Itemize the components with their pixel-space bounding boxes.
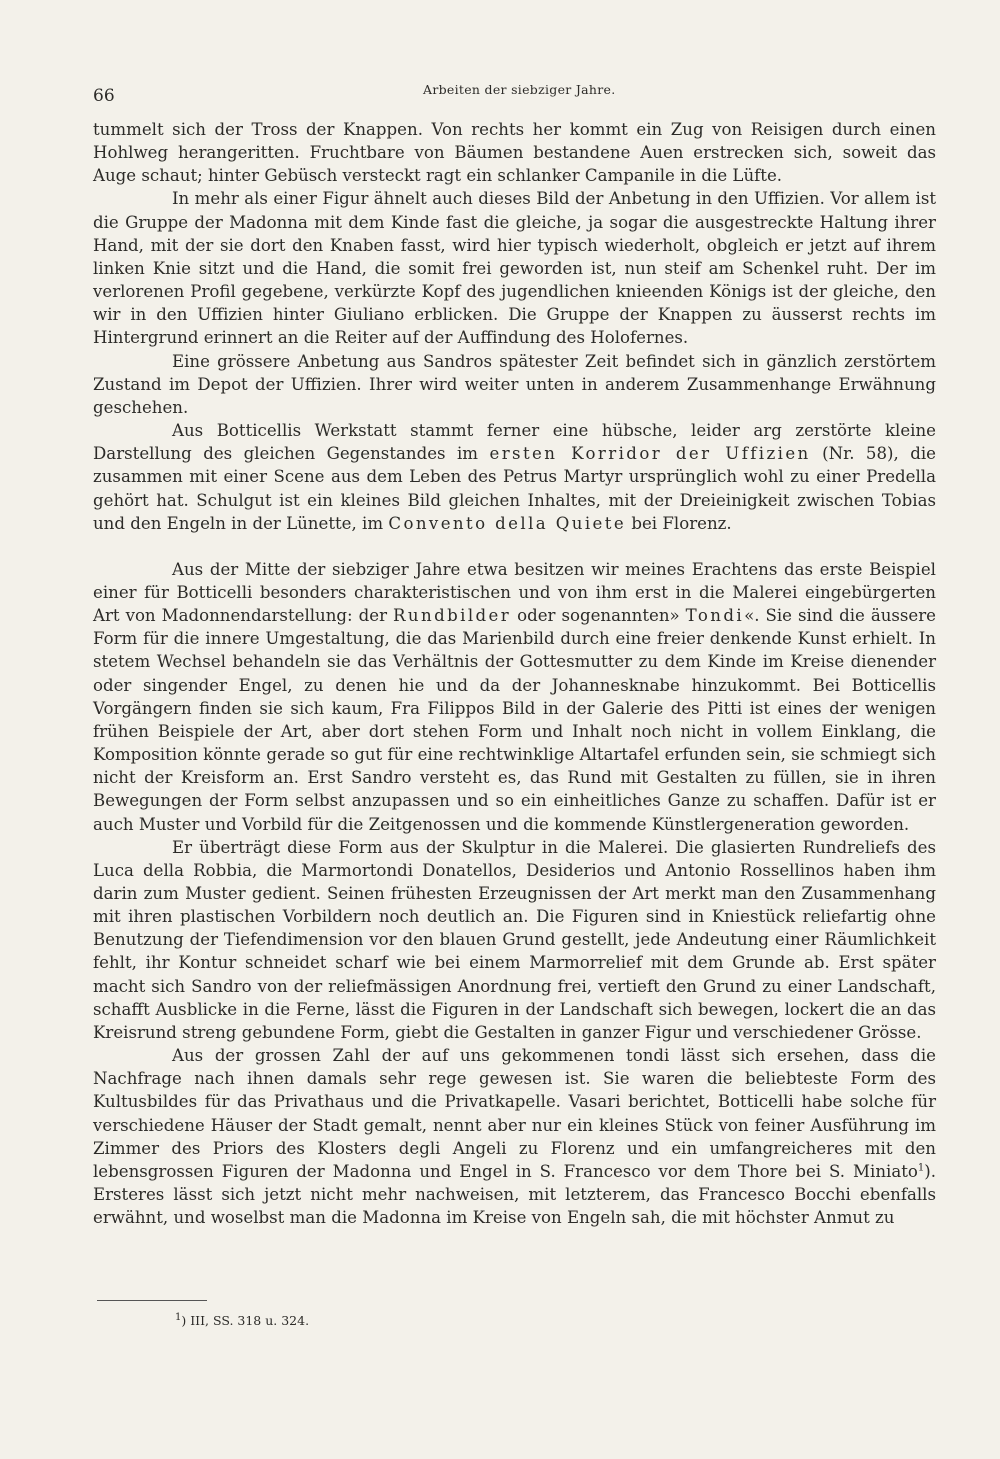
paragraph-5-text-e: «. Sie sind die äussere Form für die innere Umgestaltung, die das Marienbild durch eine freier denkende Kunst erhielt. In stetem Wechsel behandeln sie das Verhältnis der Gottesmutter zu dem Kinde im Kreise dienender oder singender Engel, zu denen hie und da der Johannesknabe hinzukommt. Bei Botticellis Vorgängern finden sie sich kaum, Fra Filippos Bild in der Galerie des Pitti ist eines der wenigen frühen Beispiele der Art, aber dort stehen Form und Inhalt noch nicht in vollem Einklang, die Komposition könnte gerade so gut für eine rechtwinklige Altartafel erfunden sein, sie schmiegt sich nicht der Kreisform an. Erst Sandro versteht es, das Rund mit Gestalten zu füllen, sie in ihren Bewegungen der Form selbst anzupassen und so ein einheitliches Ganze zu schaffen. Dafür ist er auch Muster und Vorbild für die Zeitgenossen und die kommende Künstlergeneration geworden. (93, 606, 937, 834)
paragraph-4-text-c: (Nr. 58), die zusammen mit einer Scene aus dem Leben des Petrus Martyr ursprünglich wohl zu einer Predella gehört hat. Schulgut ist ein kleines Bild gleichen Inhaltes, mit der Dreieinigkeit zwischen Tobias und den Engeln in der Lünette, im (93, 444, 936, 533)
paragraph-5 (93, 558, 936, 836)
paragraph-4 (93, 419, 936, 535)
paragraph-3: Eine grössere Anbetung aus Sandros spätester Zeit befindet sich in gänzlich zerstörtem Zustand im Depot der Uffizien. Ihrer wird weiter unten in anderem Zusammenhange Erwähnung geschehen. (93, 351, 936, 417)
spaced-term-rundbilder: Rundbilder (393, 606, 512, 626)
footnote-text: ) III, SS. 318 u. 324. (181, 1313, 310, 1328)
page-number: 66 (93, 86, 115, 106)
paragraph-7-text-b: ). Ersteres lässt sich jetzt nicht mehr nachweisen, mit letzterem, das Francesco Bocchi ebenfalls erwähnt, und woselbst man die Madonna im Kreise von Engeln sah, die mit höchster Anmut zu (93, 1161, 936, 1228)
paragraph-2: In mehr als einer Figur ähnelt auch dieses Bild der Anbetung in den Uffizien. Vor allem ist die Gruppe der Madonna mit dem Kinde fast die gleiche, ja sogar die ausgestreckte Haltung ihrer Hand, mit der sie dort den Knaben fasst, wird hier typisch wiederholt, obgleich er jetzt auf ihrem linken Knie sitzt und die Hand, die somit frei geworden ist, nun steif am Schenkel ruht. Der im verlorenen Profil gegebene, verkürzte Kopf des jugendlichen knieenden Königs ist der gleiche, den wir in den Uffizien hinter Giuliano erblicken. Die Gruppe der Knappen zu äusserst rechts im Hintergrund erinnert an die Reiter auf der Auffindung des Holofernes. (93, 189, 936, 348)
paragraph-7-text-a: Aus der grossen Zahl der auf uns gekommenen tondi lässt sich ersehen, dass die Nachfrage nach ihnen damals sehr rege gewesen ist. Sie waren die beliebteste Form des Kultusbildes für das Privathaus und die Privatkapelle. Vasari berichtet, Botticelli habe solche für verschiedene Häuser der Stadt gemalt, nennt aber nur ein kleines Stück von feiner Ausführung im Zimmer des Priors des Klosters degli Angeli zu Florenz und ein umfangreicheres mit den lebensgrossen Figuren der Madonna und Engel in S. Francesco vor dem Thore bei S. Miniato (93, 1046, 936, 1181)
spaced-location-quiete: Convento della Quiete (388, 513, 627, 533)
footnote (175, 1313, 309, 1328)
paragraph-5-text-a: Aus der Mitte der siebziger Jahre etwa besitzen wir meines Erachtens das erste Beispiel einer für Botticelli besonders charakteristischen und von ihm erst in die Malerei eingebürgerten Art von Madonnendarstellung: der (93, 559, 936, 626)
body-text (93, 118, 936, 1229)
paragraph-4-text-e: bei Florenz. (626, 513, 732, 533)
paragraph-1: tummelt sich der Tross der Knappen. Von rechts her kommt ein Zug von Reisigen durch einen Hohlweg herangeritten. Fruchtbare von Bäumen bestandene Auen erstrecken sich, soweit das Auge schaut; hinter Gebüsch versteckt ragt ein schlanker Campanile in die Lüfte. (93, 120, 936, 186)
page-header (93, 82, 940, 106)
footnote-marker: 1 (175, 1311, 182, 1323)
spaced-term-tondi: Tondi (685, 606, 745, 626)
paragraph-4-text-a: Aus Botticellis Werkstatt stammt ferner eine hübsche, leider arg zerstörte kleine Darstellung des gleichen Gegenstandes im (93, 421, 936, 464)
paragraph-5-text-c: oder sogenannten» (511, 606, 686, 626)
spaced-location-uffizien: ersten Korridor der Uffizien (489, 444, 811, 464)
running-title: Arbeiten der siebziger Jahre. (423, 82, 616, 97)
footnote-divider (97, 1300, 207, 1301)
footnote-reference[interactable]: 1 (917, 1162, 925, 1174)
paragraph-7 (93, 1044, 936, 1229)
paragraph-6: Er überträgt diese Form aus der Skulptur in die Malerei. Die glasierten Rundreliefs des Luca della Robbia, die Marmortondi Donatellos, Desiderios und Antonio Rossellinos haben ihm darin zum Muster gedient. Seinen frühesten Erzeugnissen der Art merkt man den Zusammenhang mit ihren plastischen Vorbildern noch deutlich an. Die Figuren sind in Kniestück reliefartig ohne Benutzung der Tiefendimension vor den blauen Grund gestellt, jede Andeutung einer Räumlichkeit fehlt, ihr Kontur schneidet scharf wie bei einem Marmorrelief mit dem Grunde ab. Erst später macht sich Sandro von der reliefmässigen Anordnung frei, vertieft den Grund zu einer Landschaft, schafft Ausblicke in die Ferne, lässt die Figuren in der Landschaft sich bewegen, lockert die an das Kreisrund streng gebundene Form, giebt die Gestalten in ganzer Figur und verschiedener Grösse. (93, 837, 936, 1042)
